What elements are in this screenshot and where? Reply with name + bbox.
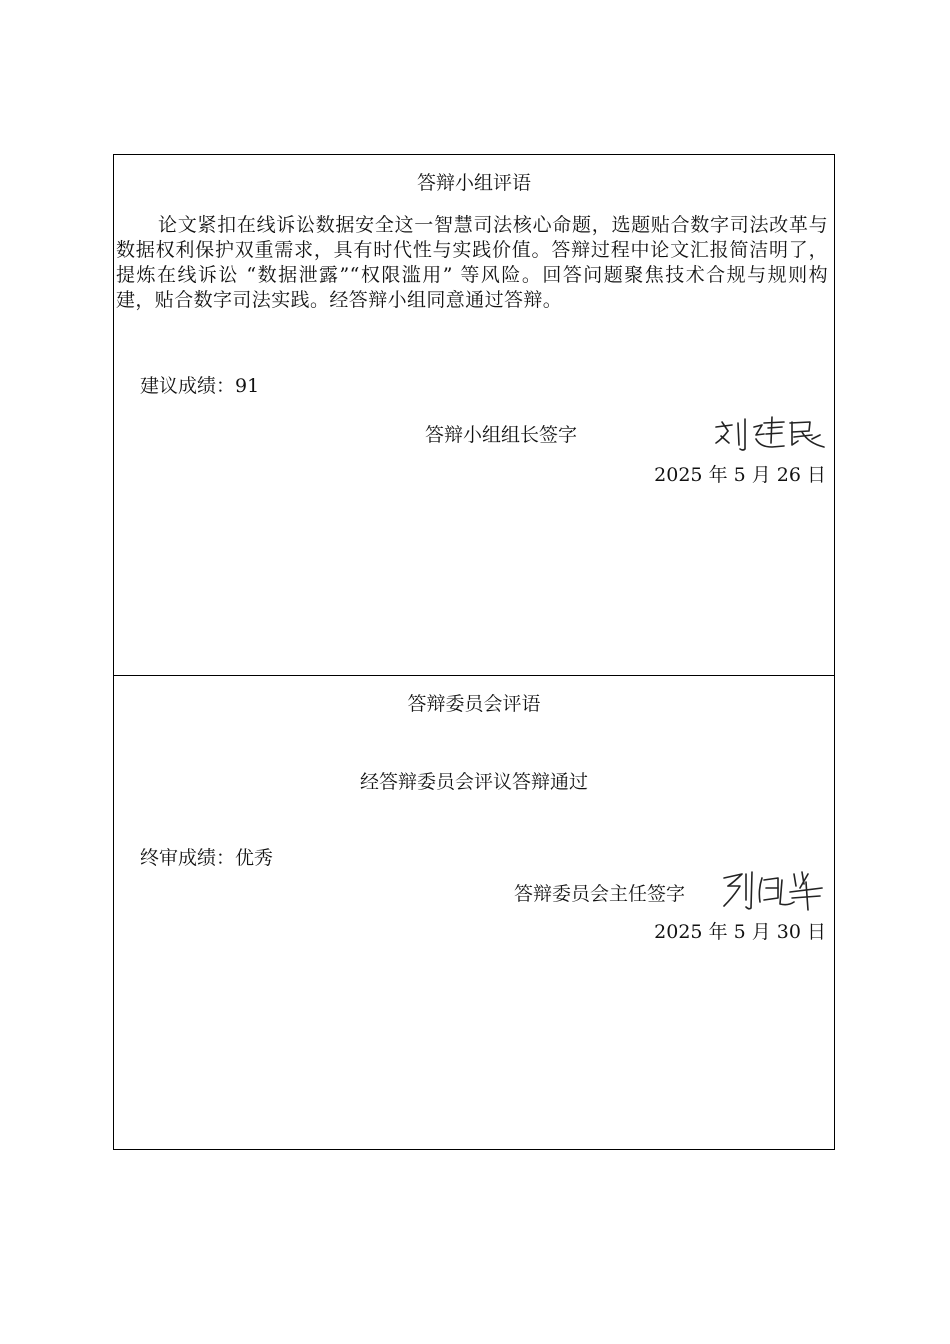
committee-chair-signature [718, 866, 830, 912]
group-suggested-score: 建议成绩：91 [140, 375, 260, 397]
committee-chair-signature-label: 答辩委员会主任签字 [514, 883, 686, 905]
defense-review-table [113, 154, 835, 1150]
committee-final-score: 终审成绩：优秀 [140, 847, 274, 869]
group-leader-signature-label: 答辩小组组长签字 [425, 424, 578, 446]
committee-review-heading: 答辩委员会评语 [407, 693, 541, 715]
group-review-section [114, 155, 834, 676]
group-review-date: 2025 年 5 月 26 日 [654, 464, 826, 486]
committee-review-section [114, 676, 834, 1149]
committee-review-date: 2025 年 5 月 30 日 [654, 921, 826, 943]
group-review-heading: 答辩小组评语 [416, 172, 531, 194]
group-leader-signature [712, 413, 830, 453]
committee-review-comment: 经答辩委员会评议答辩通过 [359, 771, 588, 793]
group-review-comment: 论文紧扣在线诉讼数据安全这一智慧司法核心命题，选题贴合数字司法改革与数据权利保护双重需求，具有时代性与实践价值。答辩过程中论文汇报简洁明了，提炼在线诉讼 “数据泄露”“权限滥用” 等风险。回答问题聚焦技术合规与规则构建，贴合数字司法实践。经答辩小组同意通过答辩。 [116, 214, 828, 311]
